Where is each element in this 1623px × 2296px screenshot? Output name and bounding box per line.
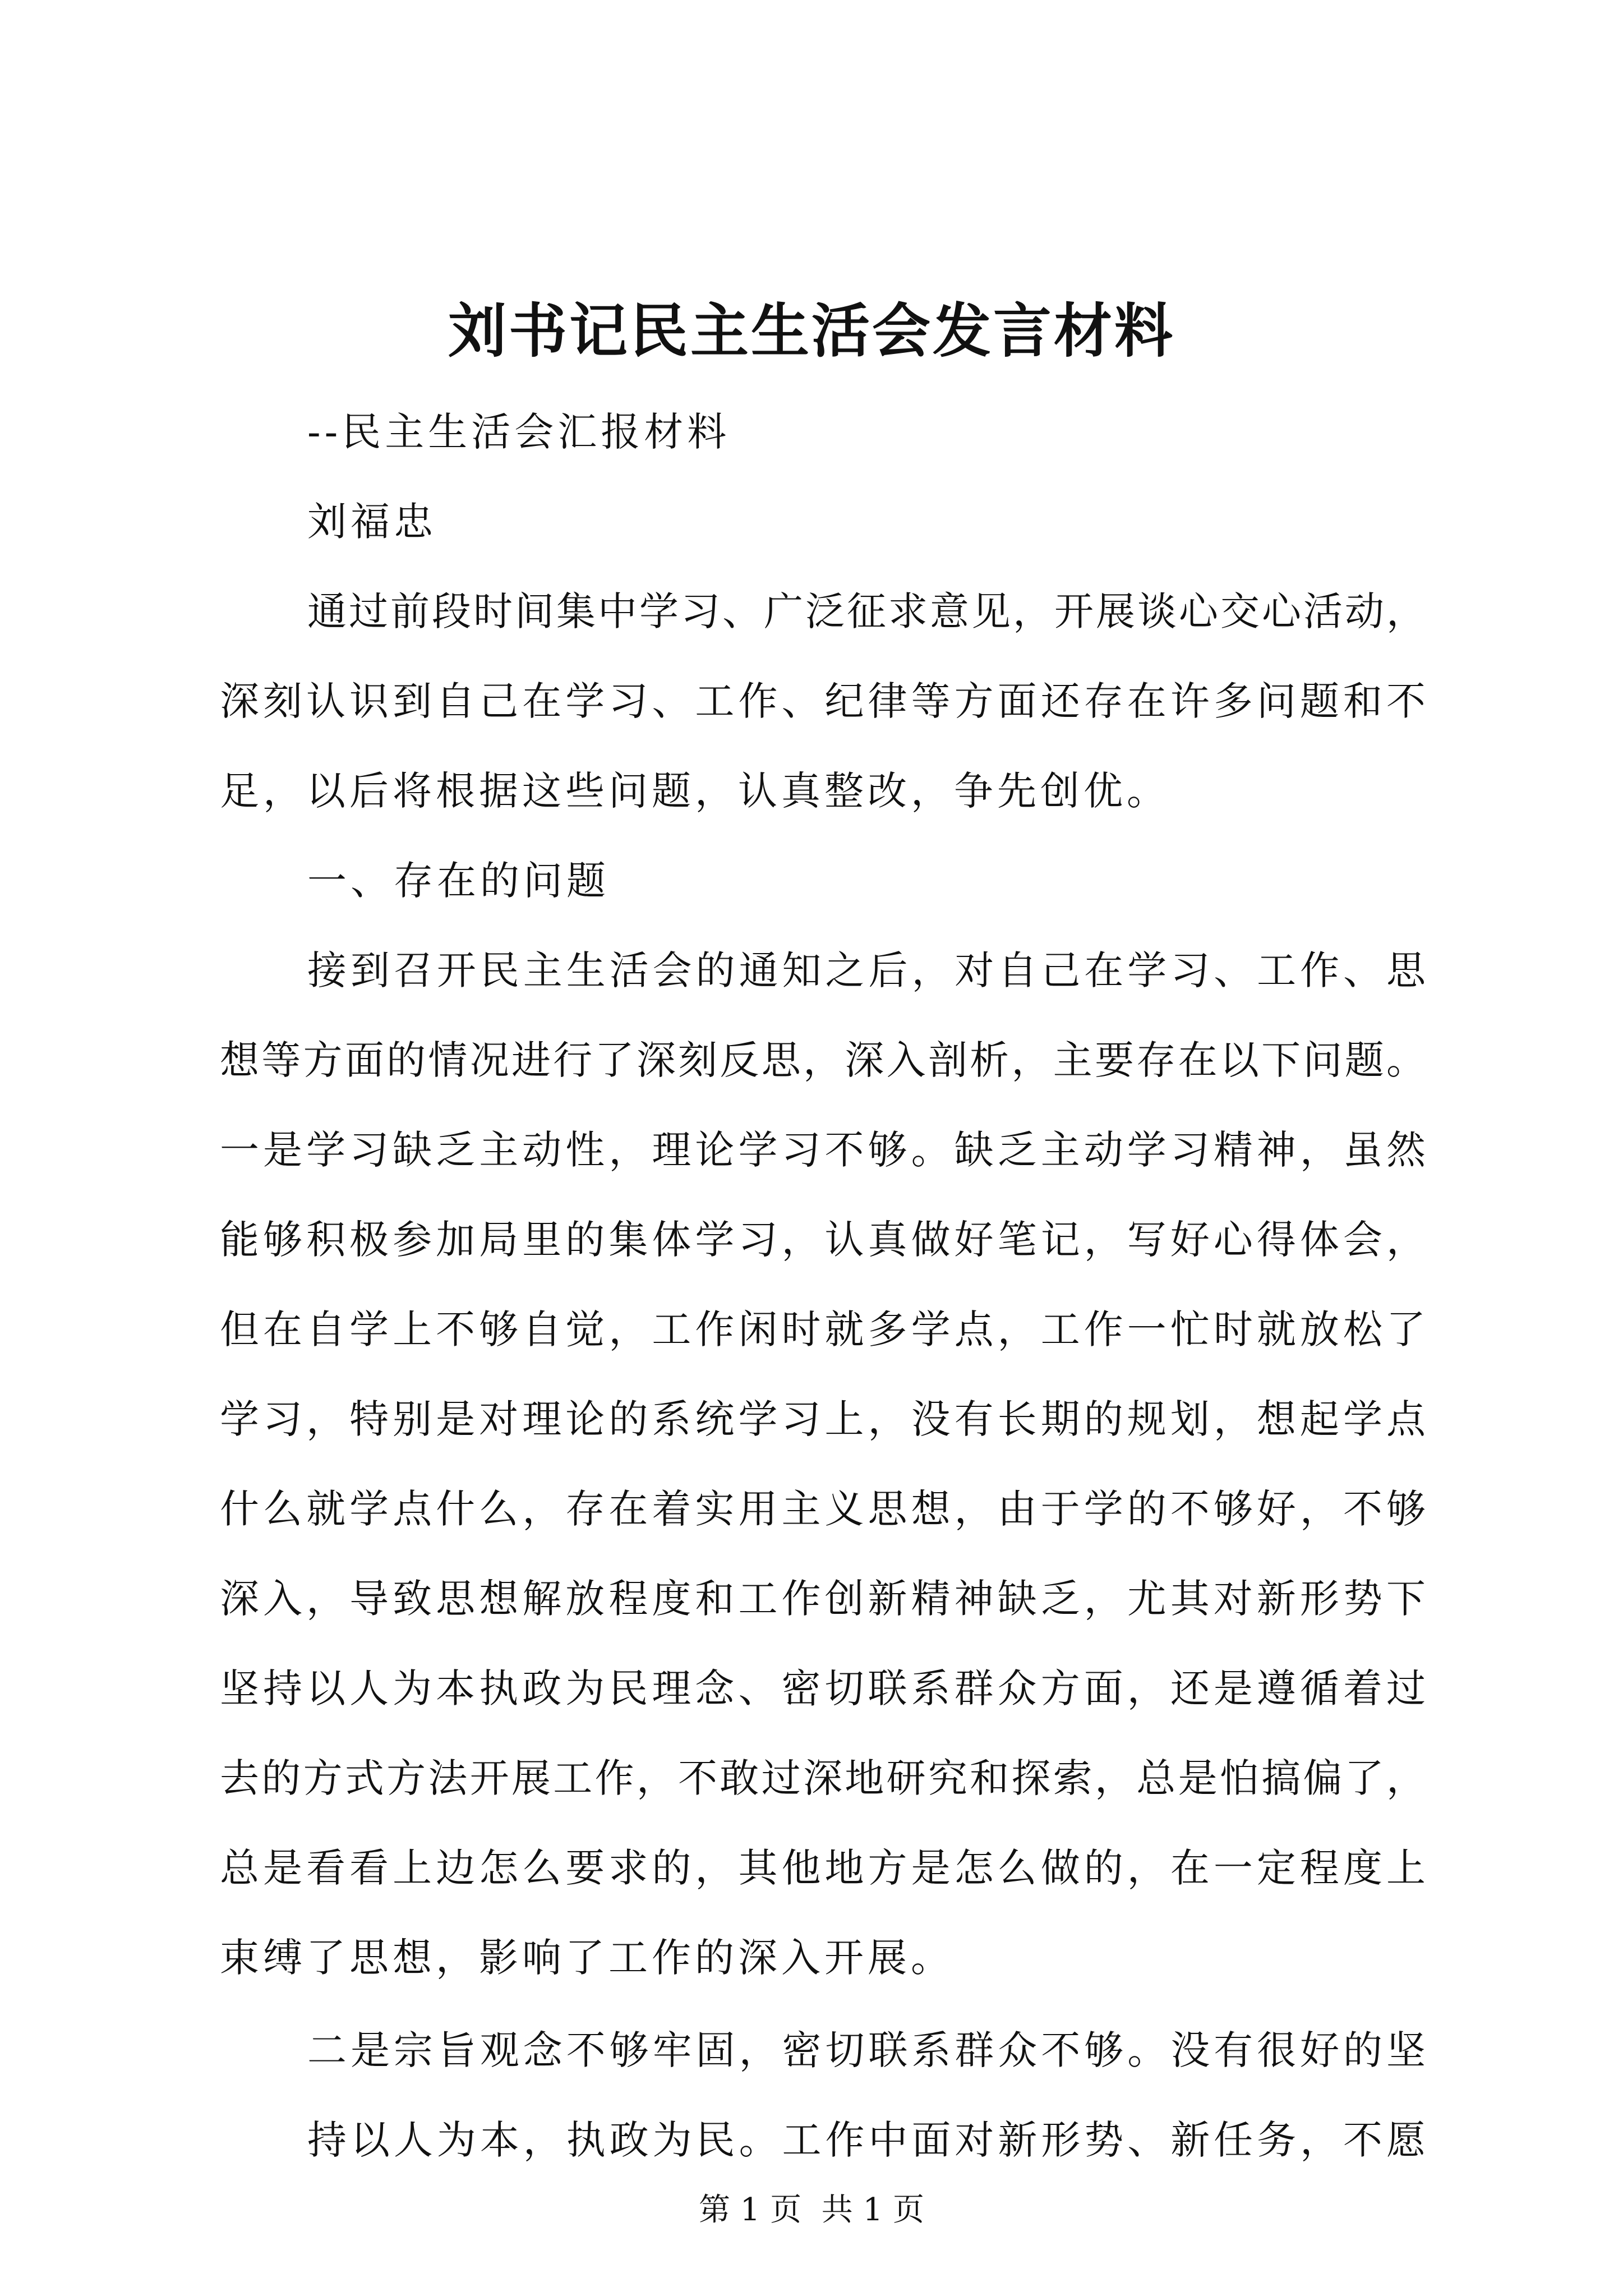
paragraph-line: 深入，导致思想解放程度和工作创新精神缺乏，尤其对新形势下 [220,1576,1426,1622]
subtitle: --民主生活会汇报材料 [307,409,731,455]
paragraph-line: 束缚了思想，影响了工作的深入开展。 [220,1935,954,1981]
paragraph-line: 一是学习缺乏主动性，理论学习不够。缺乏主动学习精神，虽然 [220,1127,1426,1173]
page-number-label: 第 1 页 共 1 页 [698,2192,925,2228]
paragraph-line: 什么就学点什么，存在着实用主义思想，由于学的不够好，不够 [220,1486,1426,1532]
page-number-footer [0,2188,1623,2233]
document-title: 刘书记民主生活会发言材料 [448,296,1175,365]
paragraph-line: 去的方式方法开展工作，不敢过深地研究和探索，总是怕搞偏了， [220,1755,1426,1801]
paragraph-line: 二是宗旨观念不够牢固，密切联系群众不够。没有很好的坚 [307,2027,1426,2073]
paragraph-line: 学习，特别是对理论的系统学习上，没有长期的规划，想起学点 [220,1396,1426,1442]
paragraph-line: 接到召开民主生活会的通知之后，对自己在学习、工作、思 [307,947,1426,993]
author-name: 刘福忠 [307,499,437,545]
paragraph-line: 坚持以人为本执政为民理念、密切联系群众方面，还是遵循着过 [220,1665,1426,1711]
section-heading: 一、存在的问题 [307,858,610,904]
paragraph-line: 总是看看上边怎么要求的，其他地方是怎么做的，在一定程度上 [220,1845,1426,1891]
paragraph-line: 持以人为本，执政为民。工作中面对新形势、新任务，不愿 [307,2117,1426,2163]
paragraph-line: 但在自学上不够自觉，工作闲时就多学点，工作一忙时就放松了 [220,1306,1426,1352]
paragraph-line: 能够积极参加局里的集体学习，认真做好笔记，写好心得体会， [220,1217,1426,1263]
paragraph-line: 足，以后将根据这些问题，认真整改，争先创优。 [220,768,1170,814]
paragraph-line: 通过前段时间集中学习、广泛征求意见，开展谈心交心活动， [307,588,1426,634]
paragraph-line: 想等方面的情况进行了深刻反思，深入剖析，主要存在以下问题。 [220,1037,1426,1083]
paragraph-line: 深刻认识到自己在学习、工作、纪律等方面还存在许多问题和不 [220,678,1426,724]
